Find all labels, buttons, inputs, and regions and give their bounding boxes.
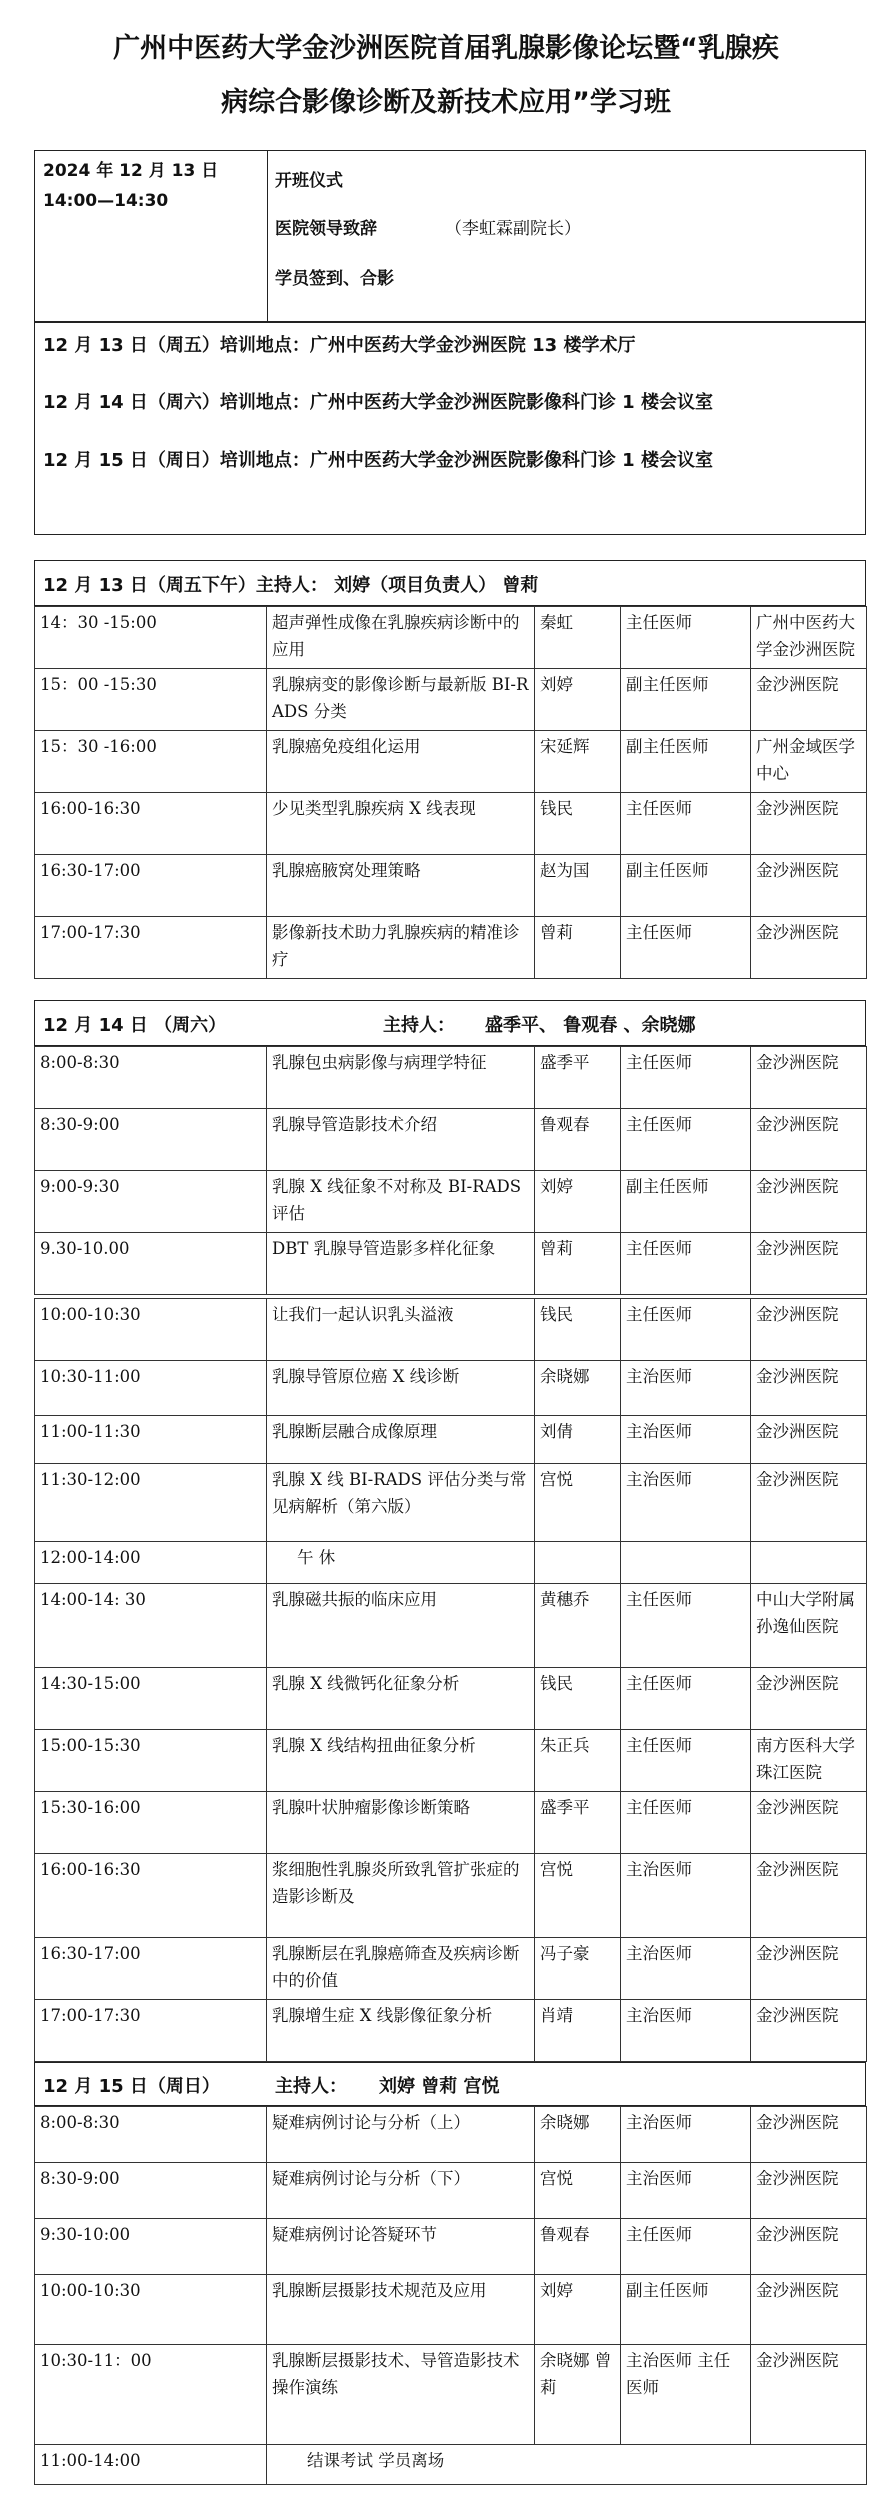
schedule-row xyxy=(35,607,867,669)
title-cell: 主任医师 xyxy=(621,793,751,855)
schedule-row xyxy=(35,1542,867,1584)
topic-cell: 乳腺断层摄影技术、导管造影技术操作演练 xyxy=(267,2345,535,2445)
speaker-cell: 宫悦 xyxy=(535,1854,621,1938)
time-cell: 16:00-16:30 xyxy=(35,793,267,855)
speaker-cell: 刘婷 xyxy=(535,1171,621,1233)
topic-cell: 乳腺断层融合成像原理 xyxy=(267,1416,535,1464)
schedule-row xyxy=(35,1109,867,1171)
topic-cell: 疑难病例讨论答疑环节 xyxy=(267,2219,535,2275)
topic-cell: 乳腺叶状肿瘤影像诊断策略 xyxy=(267,1792,535,1854)
time-cell: 10:00-10:30 xyxy=(35,2275,267,2345)
org-cell: 金沙洲医院 xyxy=(751,1668,867,1730)
day3-host-label: 主持人： xyxy=(275,2076,347,2097)
schedule-row xyxy=(35,2163,867,2219)
time-cell: 11:30-12:00 xyxy=(35,1464,267,1542)
schedule-row xyxy=(35,1668,867,1730)
title-cell: 副主任医师 xyxy=(621,731,751,793)
title-cell: 主治医师 xyxy=(621,1361,751,1416)
location-day2: 12 月 14 日（周六）培训地点：广州中医药大学金沙洲医院影像科门诊 1 楼会议室 xyxy=(43,392,713,413)
org-cell: 金沙洲医院 xyxy=(751,1416,867,1464)
title-cell: 副主任医师 xyxy=(621,669,751,731)
time-cell: 8:00-8:30 xyxy=(35,1047,267,1109)
speaker-cell: 宫悦 xyxy=(535,1464,621,1542)
opening-ceremony: 开班仪式 xyxy=(275,171,343,191)
day2-schedule-table-b xyxy=(34,1298,867,2062)
time-cell: 10:00-10:30 xyxy=(35,1299,267,1361)
topic-cell: DBT 乳腺导管造影多样化征象 xyxy=(267,1233,535,1295)
org-cell: 金沙洲医院 xyxy=(751,1792,867,1854)
speaker-cell: 黄穗乔 xyxy=(535,1584,621,1668)
closing-row xyxy=(35,2445,867,2485)
topic-cell: 乳腺断层在乳腺癌筛查及疾病诊断中的价值 xyxy=(267,1938,535,2000)
org-cell: 金沙洲医院 xyxy=(751,2275,867,2345)
speaker-cell: 刘婷 xyxy=(535,669,621,731)
speaker-cell: 刘婷 xyxy=(535,2275,621,2345)
time-cell: 15：00 -15:30 xyxy=(35,669,267,731)
opening-date: 2024 年 12 月 13 日 xyxy=(43,161,219,181)
org-cell: 金沙洲医院 xyxy=(751,917,867,979)
day3-hosts: 刘婷 曾莉 宫悦 xyxy=(379,2076,500,2097)
topic-cell: 少见类型乳腺疾病 X 线表现 xyxy=(267,793,535,855)
schedule-row xyxy=(35,1047,867,1109)
speaker-cell: 钱民 xyxy=(535,1668,621,1730)
schedule-row xyxy=(35,2000,867,2062)
title-cell: 副主任医师 xyxy=(621,1171,751,1233)
speaker-cell: 钱民 xyxy=(535,793,621,855)
title-cell: 主治医师 xyxy=(621,2163,751,2219)
topic-cell: 乳腺 X 线 BI-RADS 评估分类与常见病解析（第六版） xyxy=(267,1464,535,1542)
topic-cell: 乳腺断层摄影技术规范及应用 xyxy=(267,2275,535,2345)
org-cell: 金沙洲医院 xyxy=(751,1464,867,1542)
schedule-row xyxy=(35,1730,867,1792)
speaker-cell: 赵为国 xyxy=(535,855,621,917)
title-cell: 主治医师 xyxy=(621,2107,751,2163)
org-cell: 金沙洲医院 xyxy=(751,669,867,731)
schedule-row xyxy=(35,2345,867,2445)
time-cell: 16:00-16:30 xyxy=(35,1854,267,1938)
speaker-cell: 朱正兵 xyxy=(535,1730,621,1792)
schedule-row xyxy=(35,2275,867,2345)
speaker-cell: 余晓娜 曾莉 xyxy=(535,2345,621,2445)
org-cell: 金沙洲医院 xyxy=(751,1047,867,1109)
title-cell: 主任医师 xyxy=(621,917,751,979)
title-cell: 主治医师 xyxy=(621,1938,751,2000)
time-cell: 9.30-10.00 xyxy=(35,1233,267,1295)
title-line-2: 病综合影像诊断及新技术应用”学习班 xyxy=(221,87,671,118)
schedule-row xyxy=(35,1792,867,1854)
schedule-row xyxy=(35,2107,867,2163)
title-cell: 主任医师 xyxy=(621,1792,751,1854)
day2-schedule-table-a xyxy=(34,1046,867,1295)
org-cell: 广州金域医学中心 xyxy=(751,731,867,793)
topic-cell: 乳腺癌腋窝处理策略 xyxy=(267,855,535,917)
schedule-row xyxy=(35,855,867,917)
title-cell: 主任医师 xyxy=(621,1047,751,1109)
topic-cell: 超声弹性成像在乳腺疾病诊断中的应用 xyxy=(267,607,535,669)
title-cell: 主任医师 xyxy=(621,1668,751,1730)
topic-cell: 浆细胞性乳腺炎所致乳管扩张症的造影诊断及 xyxy=(267,1854,535,1938)
org-cell: 金沙洲医院 xyxy=(751,2107,867,2163)
opening-speaker: （李虹霖副院长） xyxy=(445,219,581,239)
time-cell: 9:30-10:00 xyxy=(35,2219,267,2275)
time-cell: 17:00-17:30 xyxy=(35,917,267,979)
topic-cell: 乳腺 X 线微钙化征象分析 xyxy=(267,1668,535,1730)
time-cell: 17:00-17:30 xyxy=(35,2000,267,2062)
time-cell: 14：30 -15:00 xyxy=(35,607,267,669)
org-cell: 金沙洲医院 xyxy=(751,2000,867,2062)
topic-cell: 影像新技术助力乳腺疾病的精准诊疗 xyxy=(267,917,535,979)
topic-cell: 乳腺 X 线结构扭曲征象分析 xyxy=(267,1730,535,1792)
location-day1: 12 月 13 日（周五）培训地点：广州中医药大学金沙洲医院 13 楼学术厅 xyxy=(43,335,636,356)
org-cell: 金沙洲医院 xyxy=(751,855,867,917)
opening-box xyxy=(34,150,866,322)
time-cell: 16:30-17:00 xyxy=(35,1938,267,2000)
schedule-row xyxy=(35,793,867,855)
topic-cell: 让我们一起认识乳头溢液 xyxy=(267,1299,535,1361)
topic-cell: 午 休 xyxy=(267,1542,535,1584)
org-cell: 金沙洲医院 xyxy=(751,1299,867,1361)
speaker-cell: 曾莉 xyxy=(535,1233,621,1295)
speaker-cell: 肖靖 xyxy=(535,2000,621,2062)
speaker-cell: 盛季平 xyxy=(535,1792,621,1854)
org-cell: 金沙洲医院 xyxy=(751,2219,867,2275)
time-cell: 10:30-11：00 xyxy=(35,2345,267,2445)
time-cell: 12:00-14:00 xyxy=(35,1542,267,1584)
closing-text-cell: 结课考试 学员离场 xyxy=(267,2445,867,2485)
speaker-cell: 冯子豪 xyxy=(535,1938,621,2000)
time-cell: 8:30-9:00 xyxy=(35,2163,267,2219)
title-cell: 主治医师 xyxy=(621,1464,751,1542)
day3-schedule-table xyxy=(34,2106,867,2485)
speaker-cell: 余晓娜 xyxy=(535,2107,621,2163)
org-cell: 金沙洲医院 xyxy=(751,1233,867,1295)
org-cell: 金沙洲医院 xyxy=(751,2345,867,2445)
location-day3: 12 月 15 日（周日）培训地点：广州中医药大学金沙洲医院影像科门诊 1 楼会议室 xyxy=(43,450,713,471)
title-line-1: 广州中医药大学金沙洲医院首届乳腺影像论坛暨“乳腺疾 xyxy=(113,33,779,64)
speaker-cell: 宋延辉 xyxy=(535,731,621,793)
topic-cell: 乳腺 X 线征象不对称及 BI-RADS 评估 xyxy=(267,1171,535,1233)
org-cell: 金沙洲医院 xyxy=(751,2163,867,2219)
time-cell: 15:30-16:00 xyxy=(35,1792,267,1854)
speaker-cell: 鲁观春 xyxy=(535,1109,621,1171)
speaker-cell: 刘倩 xyxy=(535,1416,621,1464)
speaker-cell: 余晓娜 xyxy=(535,1361,621,1416)
schedule-row xyxy=(35,1584,867,1668)
title-cell: 副主任医师 xyxy=(621,2275,751,2345)
schedule-row xyxy=(35,669,867,731)
day3-header xyxy=(34,2062,866,2106)
day2-host-label: 主持人： xyxy=(383,1015,455,1036)
topic-cell: 乳腺导管原位癌 X 线诊断 xyxy=(267,1361,535,1416)
topic-cell: 乳腺包虫病影像与病理学特征 xyxy=(267,1047,535,1109)
org-cell xyxy=(751,1542,867,1584)
title-cell: 主任医师 xyxy=(621,1584,751,1668)
day2-date: 12 月 14 日 （周六） xyxy=(43,1015,227,1036)
schedule-row xyxy=(35,1416,867,1464)
speaker-cell: 鲁观春 xyxy=(535,2219,621,2275)
speaker-cell: 秦虹 xyxy=(535,607,621,669)
time-cell: 16:30-17:00 xyxy=(35,855,267,917)
title-cell: 主治医师 xyxy=(621,1416,751,1464)
title-cell: 主治医师 主任医师 xyxy=(621,2345,751,2445)
day1-schedule-table xyxy=(34,606,867,979)
speaker-cell: 宫悦 xyxy=(535,2163,621,2219)
closing-time-cell: 11:00-14:00 xyxy=(35,2445,267,2485)
time-cell: 15：30 -16:00 xyxy=(35,731,267,793)
schedule-row xyxy=(35,2219,867,2275)
schedule-row xyxy=(35,917,867,979)
org-cell: 金沙洲医院 xyxy=(751,1361,867,1416)
opening-checkin: 学员签到、合影 xyxy=(275,269,394,289)
org-cell: 金沙洲医院 xyxy=(751,1171,867,1233)
time-cell: 9:00-9:30 xyxy=(35,1171,267,1233)
day1-header-text: 12 月 13 日（周五下午）主持人： 刘婷（项目负责人） 曾莉 xyxy=(43,575,539,596)
org-cell: 金沙洲医院 xyxy=(751,793,867,855)
org-cell: 金沙洲医院 xyxy=(751,1109,867,1171)
title-cell: 主任医师 xyxy=(621,1109,751,1171)
time-cell: 11:00-11:30 xyxy=(35,1416,267,1464)
title-cell: 副主任医师 xyxy=(621,855,751,917)
time-cell: 15:00-15:30 xyxy=(35,1730,267,1792)
time-cell: 10:30-11:00 xyxy=(35,1361,267,1416)
topic-cell: 乳腺导管造影技术介绍 xyxy=(267,1109,535,1171)
locations-box xyxy=(34,322,866,535)
title-cell: 主治医师 xyxy=(621,1854,751,1938)
time-cell: 8:00-8:30 xyxy=(35,2107,267,2163)
speaker-cell: 曾莉 xyxy=(535,917,621,979)
schedule-row xyxy=(35,1938,867,2000)
schedule-row xyxy=(35,1464,867,1542)
topic-cell: 疑难病例讨论与分析（下） xyxy=(267,2163,535,2219)
title-cell: 主任医师 xyxy=(621,2219,751,2275)
topic-cell: 乳腺癌免疫组化运用 xyxy=(267,731,535,793)
title-cell: 主任医师 xyxy=(621,607,751,669)
org-cell: 中山大学附属孙逸仙医院 xyxy=(751,1584,867,1668)
org-cell: 金沙洲医院 xyxy=(751,1854,867,1938)
schedule-row xyxy=(35,1361,867,1416)
schedule-row xyxy=(35,1233,867,1295)
title-cell: 主任医师 xyxy=(621,1299,751,1361)
topic-cell: 乳腺磁共振的临床应用 xyxy=(267,1584,535,1668)
schedule-row xyxy=(35,731,867,793)
opening-speech: 医院领导致辞 xyxy=(275,219,377,239)
topic-cell: 疑难病例讨论与分析（上） xyxy=(267,2107,535,2163)
time-cell: 8:30-9:00 xyxy=(35,1109,267,1171)
day1-header xyxy=(34,560,866,606)
title-cell: 主治医师 xyxy=(621,2000,751,2062)
day3-date: 12 月 15 日（周日） xyxy=(43,2076,220,2097)
time-cell: 14:30-15:00 xyxy=(35,1668,267,1730)
day2-hosts: 盛季平、 鲁观春 、余晓娜 xyxy=(485,1015,696,1036)
topic-cell: 乳腺增生症 X 线影像征象分析 xyxy=(267,2000,535,2062)
speaker-cell: 盛季平 xyxy=(535,1047,621,1109)
org-cell: 金沙洲医院 xyxy=(751,1938,867,2000)
speaker-cell: 钱民 xyxy=(535,1299,621,1361)
day2-header xyxy=(34,1000,866,1046)
schedule-row xyxy=(35,1171,867,1233)
time-cell: 14:00-14: 30 xyxy=(35,1584,267,1668)
org-cell: 南方医科大学珠江医院 xyxy=(751,1730,867,1792)
topic-cell: 乳腺病变的影像诊断与最新版 BI-RADS 分类 xyxy=(267,669,535,731)
speaker-cell xyxy=(535,1542,621,1584)
title-cell: 主任医师 xyxy=(621,1233,751,1295)
org-cell: 广州中医药大学金沙洲医院 xyxy=(751,607,867,669)
schedule-row xyxy=(35,1854,867,1938)
schedule-row xyxy=(35,1299,867,1361)
title-cell xyxy=(621,1542,751,1584)
title-cell: 主任医师 xyxy=(621,1730,751,1792)
opening-time: 14:00—14:30 xyxy=(43,191,169,211)
